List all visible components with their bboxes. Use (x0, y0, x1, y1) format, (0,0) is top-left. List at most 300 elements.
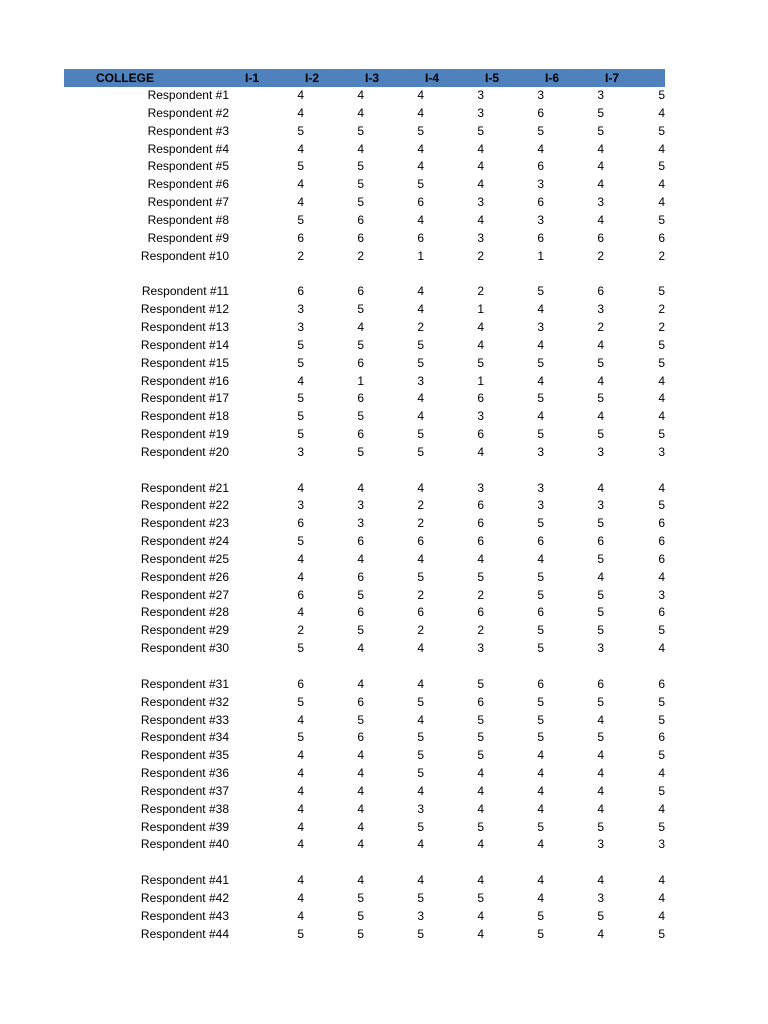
score-cell-i-5[interactable]: 5 (537, 516, 544, 531)
score-cell-i-2[interactable]: 6 (357, 355, 364, 370)
score-cell-i-1[interactable]: 6 (297, 284, 304, 299)
score-cell-i-6[interactable]: 5 (597, 551, 604, 566)
score-cell-i-3[interactable]: 4 (417, 409, 424, 424)
score-cell-i-3[interactable]: 5 (417, 694, 424, 709)
score-cell-i-1[interactable]: 5 (297, 212, 304, 227)
score-cell-i-4[interactable]: 4 (477, 873, 484, 888)
respondent-label[interactable]: Respondent #1 (147, 88, 229, 102)
score-cell-i-3[interactable]: 4 (417, 641, 424, 656)
score-cell-i-2[interactable]: 4 (357, 837, 364, 852)
respondent-label[interactable]: Respondent #42 (140, 890, 229, 905)
score-cell-i-1[interactable]: 5 (297, 337, 304, 352)
score-cell-i-1[interactable]: 4 (297, 105, 304, 120)
score-cell-i-1[interactable]: 4 (297, 551, 304, 566)
score-cell-i-5[interactable]: 4 (537, 373, 544, 388)
score-cell-i-4[interactable]: 4 (477, 444, 484, 459)
score-cell-i-2[interactable]: 6 (357, 534, 364, 549)
score-cell-i-4[interactable]: 4 (477, 837, 484, 852)
score-cell-i-3[interactable]: 4 (417, 159, 424, 174)
score-cell-i-1[interactable]: 3 (297, 444, 304, 459)
score-cell-i-3[interactable]: 3 (417, 801, 424, 816)
score-cell-i-5[interactable]: 5 (537, 694, 544, 709)
score-cell-i-3[interactable]: 4 (417, 391, 424, 406)
header-i-3[interactable]: I-3 (365, 71, 380, 85)
respondent-label[interactable]: Respondent #21 (140, 480, 229, 495)
score-cell-i-2[interactable]: 1 (357, 373, 364, 388)
score-cell-i-2[interactable]: 6 (357, 230, 364, 245)
score-cell-i-6[interactable]: 4 (597, 569, 604, 584)
score-cell-i-7[interactable]: 4 (658, 480, 665, 495)
score-cell-i-6[interactable]: 4 (597, 212, 604, 227)
score-cell-i-3[interactable]: 5 (417, 730, 424, 745)
score-cell-i-3[interactable]: 3 (417, 373, 424, 388)
score-cell-i-6[interactable]: 5 (597, 730, 604, 745)
header-i-7[interactable]: I-7 (605, 71, 620, 85)
respondent-label[interactable]: Respondent #40 (140, 837, 229, 852)
score-cell-i-2[interactable]: 2 (357, 248, 364, 263)
score-cell-i-2[interactable]: 4 (357, 873, 364, 888)
score-cell-i-1[interactable]: 6 (297, 516, 304, 531)
score-cell-i-3[interactable]: 5 (417, 337, 424, 352)
score-cell-i-1[interactable]: 3 (297, 302, 304, 317)
score-cell-i-2[interactable]: 4 (357, 105, 364, 120)
score-cell-i-2[interactable]: 4 (357, 819, 364, 834)
score-cell-i-3[interactable]: 4 (417, 676, 424, 691)
score-cell-i-6[interactable]: 3 (597, 498, 604, 513)
score-cell-i-2[interactable]: 4 (357, 480, 364, 495)
score-cell-i-3[interactable]: 5 (417, 355, 424, 370)
score-cell-i-6[interactable]: 3 (597, 890, 604, 905)
score-cell-i-7[interactable]: 4 (658, 195, 665, 210)
score-cell-i-2[interactable]: 5 (357, 926, 364, 941)
score-cell-i-1[interactable]: 2 (297, 623, 304, 638)
score-cell-i-5[interactable]: 4 (537, 837, 544, 852)
respondent-label[interactable]: Respondent #38 (140, 801, 229, 816)
score-cell-i-2[interactable]: 4 (357, 783, 364, 798)
score-cell-i-7[interactable]: 2 (658, 302, 665, 317)
score-cell-i-1[interactable]: 4 (297, 712, 304, 727)
score-cell-i-4[interactable]: 6 (477, 516, 484, 531)
score-cell-i-7[interactable]: 6 (658, 534, 665, 549)
score-cell-i-2[interactable]: 4 (357, 801, 364, 816)
score-cell-i-5[interactable]: 5 (537, 641, 544, 656)
score-cell-i-6[interactable]: 3 (597, 641, 604, 656)
score-cell-i-5[interactable]: 5 (537, 926, 544, 941)
score-cell-i-1[interactable]: 4 (297, 837, 304, 852)
score-cell-i-1[interactable]: 5 (297, 694, 304, 709)
score-cell-i-7[interactable]: 6 (658, 230, 665, 245)
respondent-label[interactable]: Respondent #33 (140, 712, 229, 727)
score-cell-i-1[interactable]: 4 (297, 177, 304, 192)
score-cell-i-2[interactable]: 4 (357, 641, 364, 656)
header-i-4[interactable]: I-4 (425, 71, 440, 85)
score-cell-i-3[interactable]: 1 (417, 248, 424, 263)
score-cell-i-1[interactable]: 4 (297, 373, 304, 388)
score-cell-i-4[interactable]: 4 (477, 337, 484, 352)
score-cell-i-4[interactable]: 4 (477, 319, 484, 334)
header-college[interactable]: COLLEGE (96, 71, 155, 85)
score-cell-i-6[interactable]: 5 (597, 391, 604, 406)
score-cell-i-4[interactable]: 3 (477, 641, 484, 656)
respondent-label[interactable]: Respondent #16 (140, 373, 229, 388)
score-cell-i-5[interactable]: 4 (537, 551, 544, 566)
score-cell-i-3[interactable]: 4 (417, 551, 424, 566)
score-cell-i-1[interactable]: 4 (297, 195, 304, 210)
score-cell-i-3[interactable]: 5 (417, 748, 424, 763)
respondent-label[interactable]: Respondent #28 (140, 605, 229, 620)
score-cell-i-6[interactable]: 5 (597, 694, 604, 709)
score-cell-i-1[interactable]: 4 (297, 783, 304, 798)
score-cell-i-3[interactable]: 4 (417, 105, 424, 120)
score-cell-i-1[interactable]: 6 (297, 676, 304, 691)
score-cell-i-1[interactable]: 6 (297, 230, 304, 245)
score-cell-i-5[interactable]: 6 (537, 195, 544, 210)
score-cell-i-4[interactable]: 6 (477, 694, 484, 709)
respondent-label[interactable]: Respondent #4 (147, 141, 229, 156)
score-cell-i-4[interactable]: 2 (477, 284, 484, 299)
score-cell-i-3[interactable]: 2 (417, 516, 424, 531)
score-cell-i-5[interactable]: 4 (537, 337, 544, 352)
score-cell-i-1[interactable]: 4 (297, 569, 304, 584)
respondent-label[interactable]: Respondent #6 (147, 177, 229, 192)
score-cell-i-3[interactable]: 4 (417, 480, 424, 495)
respondent-label[interactable]: Respondent #31 (140, 676, 229, 691)
respondent-label[interactable]: Respondent #2 (147, 105, 229, 120)
score-cell-i-7[interactable]: 6 (658, 516, 665, 531)
score-cell-i-6[interactable]: 2 (597, 319, 604, 334)
score-cell-i-4[interactable]: 6 (477, 427, 484, 442)
respondent-label[interactable]: Respondent #23 (140, 516, 229, 531)
score-cell-i-7[interactable]: 3 (658, 837, 665, 852)
score-cell-i-7[interactable]: 4 (658, 569, 665, 584)
score-cell-i-1[interactable]: 5 (297, 641, 304, 656)
score-cell-i-6[interactable]: 2 (597, 248, 604, 263)
score-cell-i-2[interactable]: 5 (357, 337, 364, 352)
score-cell-i-2[interactable]: 4 (357, 748, 364, 763)
score-cell-i-4[interactable]: 1 (477, 302, 484, 317)
score-cell-i-7[interactable]: 5 (658, 748, 665, 763)
score-cell-i-5[interactable]: 5 (537, 908, 544, 923)
score-cell-i-2[interactable]: 4 (357, 88, 364, 102)
score-cell-i-5[interactable]: 5 (537, 712, 544, 727)
score-cell-i-2[interactable]: 5 (357, 623, 364, 638)
respondent-label[interactable]: Respondent #36 (140, 766, 229, 781)
score-cell-i-2[interactable]: 6 (357, 569, 364, 584)
score-cell-i-2[interactable]: 4 (357, 319, 364, 334)
score-cell-i-7[interactable]: 4 (658, 890, 665, 905)
score-cell-i-6[interactable]: 5 (597, 605, 604, 620)
respondent-label[interactable]: Respondent #8 (147, 212, 229, 227)
score-cell-i-3[interactable]: 5 (417, 890, 424, 905)
score-cell-i-4[interactable]: 4 (477, 141, 484, 156)
score-cell-i-7[interactable]: 3 (658, 444, 665, 459)
respondent-label[interactable]: Respondent #20 (140, 444, 229, 459)
score-cell-i-4[interactable]: 5 (477, 676, 484, 691)
score-cell-i-5[interactable]: 3 (537, 177, 544, 192)
score-cell-i-5[interactable]: 3 (537, 319, 544, 334)
score-cell-i-5[interactable]: 6 (537, 105, 544, 120)
score-cell-i-4[interactable]: 6 (477, 391, 484, 406)
score-cell-i-4[interactable]: 5 (477, 819, 484, 834)
score-cell-i-4[interactable]: 3 (477, 105, 484, 120)
score-cell-i-4[interactable]: 4 (477, 551, 484, 566)
respondent-label[interactable]: Respondent #11 (141, 284, 229, 299)
score-cell-i-6[interactable]: 6 (597, 230, 604, 245)
score-cell-i-3[interactable]: 4 (417, 88, 424, 102)
respondent-label[interactable]: Respondent #24 (140, 534, 229, 549)
respondent-label[interactable]: Respondent #17 (140, 391, 229, 406)
score-cell-i-4[interactable]: 4 (477, 212, 484, 227)
score-cell-i-3[interactable]: 2 (417, 498, 424, 513)
score-cell-i-4[interactable]: 6 (477, 534, 484, 549)
score-cell-i-7[interactable]: 5 (658, 355, 665, 370)
respondent-label[interactable]: Respondent #35 (140, 748, 229, 763)
score-cell-i-1[interactable]: 4 (297, 801, 304, 816)
score-cell-i-5[interactable]: 4 (537, 890, 544, 905)
score-cell-i-3[interactable]: 6 (417, 195, 424, 210)
respondent-label[interactable]: Respondent #9 (147, 230, 229, 245)
score-cell-i-7[interactable]: 4 (658, 801, 665, 816)
score-cell-i-4[interactable]: 2 (477, 623, 484, 638)
score-cell-i-7[interactable]: 5 (658, 712, 665, 727)
score-cell-i-5[interactable]: 4 (537, 748, 544, 763)
score-cell-i-4[interactable]: 3 (477, 195, 484, 210)
score-cell-i-6[interactable]: 6 (597, 284, 604, 299)
respondent-label[interactable]: Respondent #3 (147, 123, 229, 138)
score-cell-i-7[interactable]: 4 (658, 141, 665, 156)
score-cell-i-2[interactable]: 6 (357, 284, 364, 299)
score-cell-i-7[interactable]: 5 (658, 819, 665, 834)
score-cell-i-6[interactable]: 5 (597, 105, 604, 120)
score-cell-i-2[interactable]: 6 (357, 212, 364, 227)
score-cell-i-1[interactable]: 5 (297, 427, 304, 442)
score-cell-i-3[interactable]: 6 (417, 534, 424, 549)
score-cell-i-2[interactable]: 5 (357, 712, 364, 727)
score-cell-i-5[interactable]: 5 (537, 355, 544, 370)
score-cell-i-3[interactable]: 6 (417, 605, 424, 620)
respondent-label[interactable]: Respondent #34 (140, 730, 229, 745)
respondent-label[interactable]: Respondent #39 (140, 819, 229, 834)
score-cell-i-5[interactable]: 4 (537, 801, 544, 816)
score-cell-i-1[interactable]: 3 (297, 319, 304, 334)
score-cell-i-7[interactable]: 2 (658, 319, 665, 334)
score-cell-i-5[interactable]: 3 (537, 498, 544, 513)
score-cell-i-2[interactable]: 3 (357, 516, 364, 531)
score-cell-i-2[interactable]: 4 (357, 141, 364, 156)
score-cell-i-7[interactable]: 5 (658, 123, 665, 138)
score-cell-i-6[interactable]: 5 (597, 587, 604, 602)
score-cell-i-7[interactable]: 3 (658, 587, 665, 602)
score-cell-i-5[interactable]: 3 (537, 480, 544, 495)
score-cell-i-7[interactable]: 5 (658, 623, 665, 638)
score-cell-i-4[interactable]: 2 (477, 248, 484, 263)
score-cell-i-4[interactable]: 3 (477, 409, 484, 424)
score-cell-i-3[interactable]: 2 (417, 587, 424, 602)
score-cell-i-2[interactable]: 5 (357, 409, 364, 424)
score-cell-i-6[interactable]: 5 (597, 908, 604, 923)
score-cell-i-5[interactable]: 4 (537, 141, 544, 156)
score-cell-i-3[interactable]: 4 (417, 873, 424, 888)
score-cell-i-1[interactable]: 4 (297, 88, 304, 102)
score-cell-i-6[interactable]: 5 (597, 516, 604, 531)
respondent-label[interactable]: Respondent #14 (140, 337, 229, 352)
respondent-label[interactable]: Respondent #12 (140, 302, 229, 317)
score-cell-i-1[interactable]: 2 (297, 248, 304, 263)
score-cell-i-6[interactable]: 4 (597, 159, 604, 174)
score-cell-i-4[interactable]: 2 (477, 587, 484, 602)
score-cell-i-6[interactable]: 5 (597, 623, 604, 638)
score-cell-i-6[interactable]: 4 (597, 141, 604, 156)
score-cell-i-1[interactable]: 5 (297, 534, 304, 549)
score-cell-i-1[interactable]: 4 (297, 766, 304, 781)
score-cell-i-3[interactable]: 5 (417, 123, 424, 138)
score-cell-i-4[interactable]: 3 (477, 88, 484, 102)
score-cell-i-4[interactable]: 4 (477, 801, 484, 816)
score-cell-i-1[interactable]: 4 (297, 890, 304, 905)
respondent-label[interactable]: Respondent #22 (140, 498, 229, 513)
score-cell-i-5[interactable]: 5 (537, 730, 544, 745)
score-cell-i-4[interactable]: 5 (477, 569, 484, 584)
score-cell-i-5[interactable]: 6 (537, 605, 544, 620)
score-cell-i-2[interactable]: 4 (357, 766, 364, 781)
score-cell-i-5[interactable]: 5 (537, 284, 544, 299)
header-i-5[interactable]: I-5 (485, 71, 500, 85)
score-cell-i-1[interactable]: 5 (297, 355, 304, 370)
score-cell-i-6[interactable]: 4 (597, 712, 604, 727)
score-cell-i-3[interactable]: 4 (417, 837, 424, 852)
score-cell-i-2[interactable]: 5 (357, 159, 364, 174)
respondent-label[interactable]: Respondent #5 (147, 159, 229, 174)
respondent-label[interactable]: Respondent #18 (140, 409, 229, 424)
score-cell-i-4[interactable]: 4 (477, 908, 484, 923)
score-cell-i-2[interactable]: 4 (357, 551, 364, 566)
score-cell-i-5[interactable]: 6 (537, 159, 544, 174)
score-cell-i-5[interactable]: 4 (537, 873, 544, 888)
score-cell-i-3[interactable]: 5 (417, 569, 424, 584)
score-cell-i-6[interactable]: 3 (597, 837, 604, 852)
score-cell-i-1[interactable]: 5 (297, 123, 304, 138)
score-cell-i-7[interactable]: 4 (658, 373, 665, 388)
score-cell-i-4[interactable]: 4 (477, 766, 484, 781)
score-cell-i-1[interactable]: 4 (297, 480, 304, 495)
score-cell-i-4[interactable]: 6 (477, 498, 484, 513)
respondent-label[interactable]: Respondent #13 (140, 319, 229, 334)
score-cell-i-3[interactable]: 5 (417, 819, 424, 834)
score-cell-i-3[interactable]: 4 (417, 712, 424, 727)
score-cell-i-6[interactable]: 4 (597, 926, 604, 941)
respondent-label[interactable]: Respondent #41 (140, 873, 229, 888)
score-cell-i-7[interactable]: 5 (658, 926, 665, 941)
score-cell-i-6[interactable]: 5 (597, 427, 604, 442)
score-cell-i-3[interactable]: 5 (417, 766, 424, 781)
score-cell-i-1[interactable]: 5 (297, 391, 304, 406)
score-cell-i-1[interactable]: 4 (297, 605, 304, 620)
score-cell-i-5[interactable]: 6 (537, 676, 544, 691)
score-cell-i-1[interactable]: 5 (297, 159, 304, 174)
score-cell-i-4[interactable]: 1 (477, 373, 484, 388)
score-cell-i-4[interactable]: 5 (477, 355, 484, 370)
score-cell-i-4[interactable]: 3 (477, 480, 484, 495)
score-cell-i-3[interactable]: 3 (417, 908, 424, 923)
respondent-label[interactable]: Respondent #44 (140, 926, 229, 941)
score-cell-i-2[interactable]: 4 (357, 676, 364, 691)
score-cell-i-4[interactable]: 5 (477, 748, 484, 763)
score-cell-i-7[interactable]: 5 (658, 694, 665, 709)
score-cell-i-3[interactable]: 5 (417, 177, 424, 192)
score-cell-i-2[interactable]: 5 (357, 195, 364, 210)
score-cell-i-4[interactable]: 6 (477, 605, 484, 620)
score-cell-i-6[interactable]: 5 (597, 123, 604, 138)
respondent-label[interactable]: Respondent #27 (140, 587, 229, 602)
score-cell-i-5[interactable]: 3 (537, 444, 544, 459)
score-cell-i-6[interactable]: 4 (597, 177, 604, 192)
score-cell-i-7[interactable]: 4 (658, 873, 665, 888)
score-cell-i-7[interactable]: 6 (658, 730, 665, 745)
score-cell-i-6[interactable]: 4 (597, 480, 604, 495)
score-cell-i-2[interactable]: 5 (357, 444, 364, 459)
score-cell-i-7[interactable]: 6 (658, 551, 665, 566)
score-cell-i-2[interactable]: 5 (357, 890, 364, 905)
score-cell-i-6[interactable]: 6 (597, 534, 604, 549)
score-cell-i-5[interactable]: 3 (537, 88, 544, 102)
score-cell-i-6[interactable]: 4 (597, 873, 604, 888)
score-cell-i-7[interactable]: 6 (658, 676, 665, 691)
score-cell-i-2[interactable]: 6 (357, 605, 364, 620)
score-cell-i-7[interactable]: 4 (658, 409, 665, 424)
score-cell-i-2[interactable]: 6 (357, 391, 364, 406)
score-cell-i-1[interactable]: 5 (297, 730, 304, 745)
score-cell-i-5[interactable]: 1 (537, 248, 544, 263)
score-cell-i-5[interactable]: 5 (537, 391, 544, 406)
score-cell-i-3[interactable]: 4 (417, 302, 424, 317)
score-cell-i-3[interactable]: 4 (417, 783, 424, 798)
score-cell-i-4[interactable]: 3 (477, 230, 484, 245)
respondent-label[interactable]: Respondent #37 (140, 783, 229, 798)
score-cell-i-7[interactable]: 5 (658, 212, 665, 227)
score-cell-i-5[interactable]: 4 (537, 766, 544, 781)
header-i-6[interactable]: I-6 (545, 71, 560, 85)
score-cell-i-7[interactable]: 5 (658, 337, 665, 352)
score-cell-i-7[interactable]: 4 (658, 105, 665, 120)
score-cell-i-5[interactable]: 3 (537, 212, 544, 227)
score-cell-i-5[interactable]: 4 (537, 302, 544, 317)
score-cell-i-6[interactable]: 4 (597, 766, 604, 781)
score-cell-i-5[interactable]: 6 (537, 230, 544, 245)
score-cell-i-5[interactable]: 5 (537, 623, 544, 638)
score-cell-i-1[interactable]: 5 (297, 926, 304, 941)
score-cell-i-2[interactable]: 6 (357, 694, 364, 709)
respondent-label[interactable]: Respondent #25 (140, 551, 229, 566)
score-cell-i-2[interactable]: 5 (357, 123, 364, 138)
respondent-label[interactable]: Respondent #26 (140, 569, 229, 584)
score-cell-i-3[interactable]: 2 (417, 319, 424, 334)
score-cell-i-1[interactable]: 4 (297, 908, 304, 923)
score-cell-i-3[interactable]: 6 (417, 230, 424, 245)
score-cell-i-5[interactable]: 5 (537, 123, 544, 138)
score-cell-i-5[interactable]: 4 (537, 409, 544, 424)
score-cell-i-7[interactable]: 4 (658, 391, 665, 406)
score-cell-i-7[interactable]: 5 (658, 88, 665, 102)
respondent-label[interactable]: Respondent #15 (140, 355, 229, 370)
respondent-label[interactable]: Respondent #7 (147, 195, 229, 210)
score-cell-i-6[interactable]: 4 (597, 748, 604, 763)
score-cell-i-3[interactable]: 4 (417, 212, 424, 227)
score-cell-i-5[interactable]: 4 (537, 783, 544, 798)
score-cell-i-6[interactable]: 3 (597, 88, 604, 102)
score-cell-i-2[interactable]: 5 (357, 302, 364, 317)
score-cell-i-7[interactable]: 2 (658, 248, 665, 263)
respondent-label[interactable]: Respondent #10 (140, 248, 229, 263)
